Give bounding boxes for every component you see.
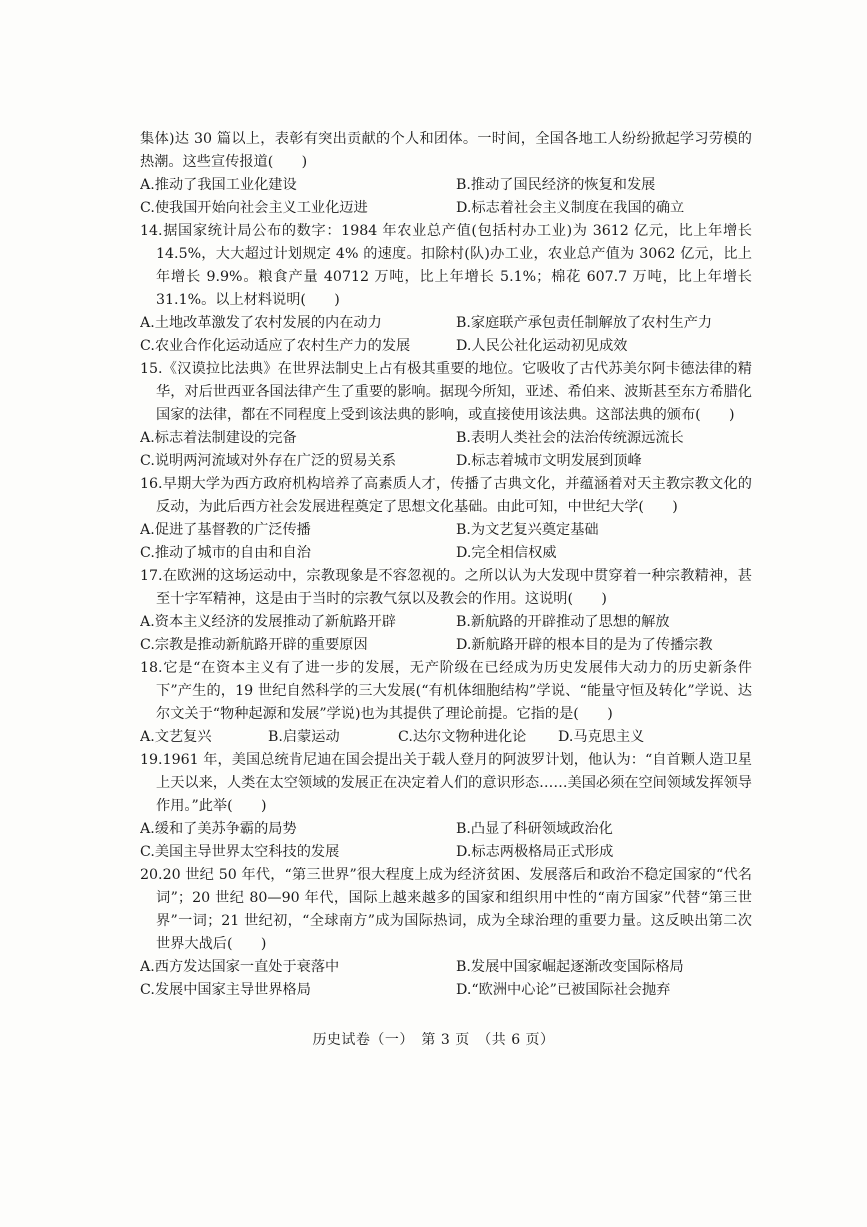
option-a: A.促进了基督教的广泛传播	[140, 522, 311, 538]
option-c: C.宗教是推动新航路开辟的重要原因	[140, 637, 368, 653]
option-a: A.资本主义经济的发展推动了新航路开辟	[140, 614, 396, 630]
option-b: B.为文艺复兴奠定基础	[456, 522, 599, 538]
option-b: B.发展中国家崛起逐渐改变国际格局	[456, 959, 684, 975]
page-footer: 历史试卷（一） 第 3 页 （共 6 页）	[312, 1032, 555, 1048]
question-stem: 20.20 世纪 50 年代，“第三世界”很大程度上成为经济贫困、发展落后和政治不稳定国家的“代名词”；20 世纪 80—90 年代，国际上越来越多的国家和组织用中性的“南方国家”代替“第三世界”一词；21 世纪初，“全球南方”成为国际热词，成为全球治理的重要力量。这反映出第二次世界大战后( )	[140, 867, 752, 952]
options-grid	[140, 312, 752, 358]
options-grid	[140, 519, 752, 565]
option-a: A.推动了我国工业化建设	[140, 177, 297, 193]
option-d: D.新航路开辟的根本目的是为了传播宗教	[456, 637, 713, 653]
option-c: C.推动了城市的自由和自治	[140, 545, 311, 561]
question-16	[140, 473, 752, 565]
option-b: B.新航路的开辟推动了思想的解放	[456, 614, 670, 630]
question-17	[140, 565, 752, 657]
question-stem: 16.早期大学为西方政府机构培养了高素质人才，传播了古典文化，并蕴涵着对天主教宗教文化的反动，为此后西方社会发展进程奠定了思想文化基础。由此可知，中世纪大学( )	[140, 476, 752, 515]
options-grid	[140, 174, 752, 220]
option-a: A.缓和了美苏争霸的局势	[140, 821, 297, 837]
option-a: A.西方发达国家一直处于衰落中	[140, 959, 340, 975]
option-c: C.美国主导世界太空科技的发展	[140, 844, 340, 860]
option-d: D.“欧洲中心论”已被国际社会抛弃	[456, 982, 671, 998]
question-stem: 17.在欧洲的这场运动中，宗教现象是不容忽视的。之所以认为大发现中贯穿着一种宗教精神，甚至十字军精神，这是由于当时的宗教气氛以及教会的作用。这说明( )	[140, 568, 752, 607]
option-a: A.文艺复兴	[140, 729, 212, 745]
option-c: C.发展中国家主导世界格局	[140, 982, 311, 998]
option-d: D.马克思主义	[558, 729, 645, 745]
options-grid	[140, 427, 752, 473]
option-d: D.人民公社化运动初见成效	[456, 338, 628, 354]
question-stem: 集体)达 30 篇以上，表彰有突出贡献的个人和团体。一时间，全国各地工人纷纷掀起学习劳模的热潮。这些宣传报道( )	[140, 131, 752, 170]
option-d: D.完全相信权威	[456, 545, 557, 561]
exam-page	[140, 128, 752, 1002]
question-stem: 19.1961 年，美国总统肯尼迪在国会提出关于载人登月的阿波罗计划，他认为：“自首颗人造卫星上天以来，人类在太空领域的发展正在决定着人们的意识形态……美国必须在空间领域发挥领导作用。”此举( )	[140, 752, 752, 814]
options-grid	[140, 726, 752, 749]
option-b: B.家庭联产承包责任制解放了农村生产力	[456, 315, 713, 331]
option-c: C.使我国开始向社会主义工业化迈进	[140, 200, 368, 216]
option-a: A.标志着法制建设的完备	[140, 430, 297, 446]
option-c: C.达尔文物种进化论	[398, 729, 527, 745]
question-18	[140, 657, 752, 749]
question-stem: 18.它是“在资本主义有了进一步的发展，无产阶级在已经成为历史发展伟大动力的历史新条件下”产生的，19 世纪自然科学的三大发展(“有机体细胞结构”学说、“能量守恒及转化”学说、达尔文关于“物种起源和发展”学说)也为其提供了理论前提。它指的是( )	[140, 660, 752, 722]
question-stem: 14.据国家统计局公布的数字：1984 年农业总产值(包括村办工业)为 3612 亿元，比上年增长 14.5%，大大超过计划规定 4% 的速度。扣除村(队)办工业，农业总产值为 3062 亿元，比上年增长 9.9%。粮食产量 40712 万吨，比上年增长 5.1%；棉花 607.7 万吨，比上年增长 31.1%。以上材料说明( )	[140, 223, 752, 308]
question-14	[140, 220, 752, 358]
option-b: B.推动了国民经济的恢复和发展	[456, 177, 656, 193]
question-15	[140, 358, 752, 473]
option-b: B.凸显了科研领域政治化	[456, 821, 613, 837]
option-c: C.说明两河流域对外存在广泛的贸易关系	[140, 453, 397, 469]
option-b: B.表明人类社会的法治传统源远流长	[456, 430, 684, 446]
question-20	[140, 864, 752, 1002]
options-grid	[140, 818, 752, 864]
options-grid	[140, 956, 752, 1002]
option-b: B.启蒙运动	[268, 729, 340, 745]
option-c: C.农业合作化运动适应了农村生产力的发展	[140, 338, 411, 354]
option-d: D.标志着社会主义制度在我国的确立	[456, 200, 685, 216]
options-grid	[140, 611, 752, 657]
option-d: D.标志两极格局正式形成	[456, 844, 614, 860]
question-13-continuation	[140, 128, 752, 220]
option-a: A.土地改革激发了农村发展的内在动力	[140, 315, 382, 331]
question-stem: 15.《汉谟拉比法典》在世界法制史上占有极其重要的地位。它吸收了古代苏美尔阿卡德法律的精华，对后世西亚各国法律产生了重要的影响。据现今所知，亚述、希伯来、波斯甚至东方希腊化国家的法律，都在不同程度上受到该法典的影响，或直接使用该法典。这部法典的颁布( )	[140, 361, 752, 423]
option-d: D.标志着城市文明发展到顶峰	[456, 453, 642, 469]
question-19	[140, 749, 752, 864]
